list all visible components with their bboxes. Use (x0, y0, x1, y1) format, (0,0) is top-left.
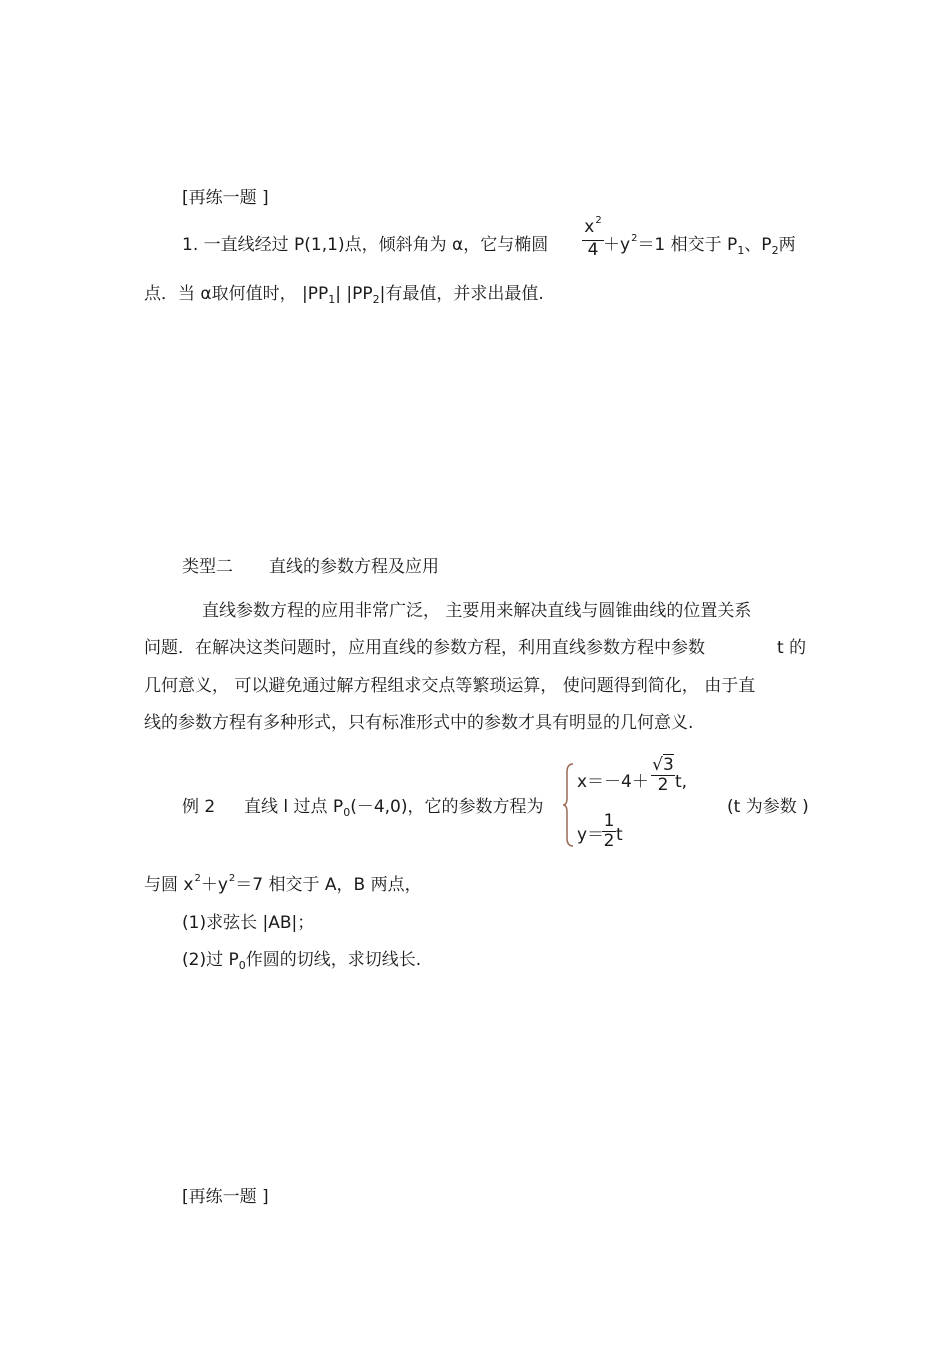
sqrt-numerator: √3 (652, 755, 674, 775)
question-2: (2)过 $P_0$作圆的切线，求切线长. (182, 950, 422, 972)
paragraph-line-1: 直线参数方程的应用非常广泛， 主要用来解决直线与圆锥曲线的位置关系 (202, 601, 752, 621)
problem-1-line-2: 点．当 α取何值时， $|PP_1|$ $|PP_2|$有最值，并求出最值. (144, 284, 544, 306)
parameter-note: (t 为参数 ) (727, 797, 809, 817)
example-line-2: 与圆 $x^2+y^2=7$ 相交于 A，B 两点， (144, 873, 422, 895)
sqrt-denominator: 2 (657, 775, 669, 795)
fraction-numerator: $x^2$ (584, 215, 602, 237)
section-title: 类型二 (182, 557, 233, 577)
problem-1-line-1 (182, 235, 548, 255)
sqrt-fraction (651, 756, 675, 794)
half-denominator: 2 (603, 831, 615, 851)
half-fraction (602, 812, 616, 850)
practice-heading-2: [再练一题 ] (182, 1187, 269, 1207)
paragraph-line-2: 问题．在解决这类问题时，应用直线的参数方程，利用直线参数方程中参数 (144, 638, 705, 658)
half-numerator: 1 (603, 811, 615, 831)
problem-number: 1. (182, 235, 199, 255)
example-label: 例 2 (182, 797, 216, 817)
system-brace (562, 762, 576, 848)
problem-text: 一直线经过 P(1,1)点，倾斜角为 α，它与椭圆 (203, 235, 549, 255)
paragraph-line-4: 线的参数方程有多种形式，只有标准形式中的参数才具有明显的几何意义. (144, 713, 694, 733)
question-1: (1)求弦长 |AB|； (182, 913, 315, 933)
example-text: 直线 l 过点 $P_0(-4,0)$，它的参数方程为 (244, 797, 544, 819)
equation-x-left: x＝－4＋ (577, 772, 649, 792)
paragraph-line-3: 几何意义， 可以避免通过解方程组求交点等繁琐运算， 使问题得到简化， 由于直 (144, 676, 756, 696)
equation-x-right: t, (675, 772, 688, 792)
equation-y-left: y＝ (577, 825, 605, 845)
problem-1-line-1-tail: $+y^2=1$ 相交于 $P_1$、$P_2$两 (603, 233, 796, 257)
section-subtitle: 直线的参数方程及应用 (269, 557, 439, 577)
practice-heading-1: [再练一题 ] (182, 188, 269, 208)
fraction-denominator: 4 (587, 240, 599, 260)
paragraph-param-t: t 的 (777, 638, 807, 658)
ellipse-fraction (582, 215, 604, 260)
equation-y-right: t (616, 825, 623, 845)
